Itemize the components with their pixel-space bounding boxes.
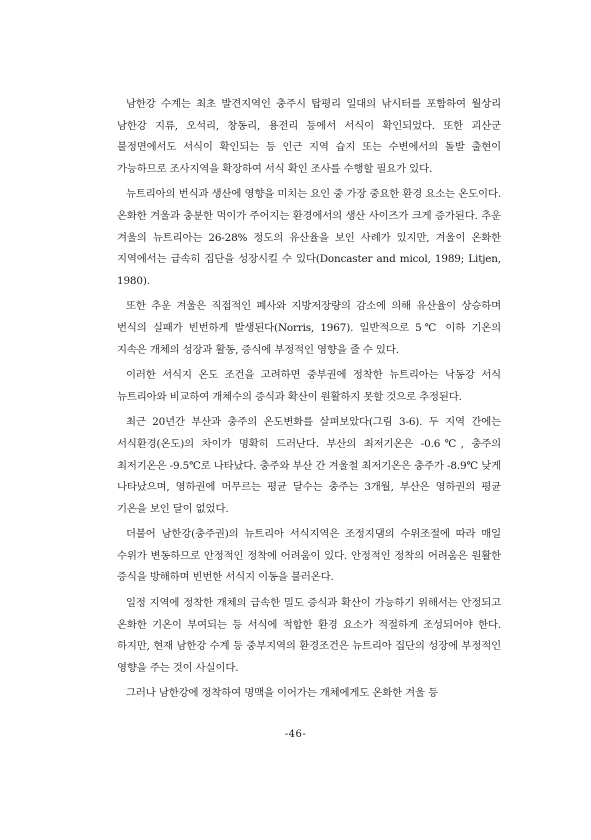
paragraph-7: 일정 지역에 정착한 개체의 급속한 밀도 증식과 확산이 가능하기 위해서는 안정되고 온화한 기온이 부여되는 등 서식에 적합한 환경 요소가 적절하게 조성되어야 한다. 하지만, 현재 남한강 수계 등 중부지역의 환경조건은 뉴트리아 집단의 성장에 부정적인 영향을 주는 것이 사실이다. — [117, 597, 501, 674]
paragraph-3: 또한 추운 겨울은 직접적인 폐사와 지방저장량의 감소에 의해 유산율이 상승하며 번식의 실패가 빈번하게 발생된다(Norris, 1967). 일반적으로 5℃ 이하 기온의 지속은 개체의 성장과 활동, 증식에 부정적인 영향을 줄 수 있다. — [117, 300, 501, 356]
page-number: -46- — [284, 729, 307, 740]
paragraph-4: 이러한 서식지 온도 조건을 고려하면 중부권에 정착한 뉴트리아는 낙동강 서식 뉴트리아와 비교하여 개체수의 증식과 확산이 원활하지 못할 것으로 추정된다. — [117, 369, 501, 403]
paragraph-8: 그러나 남한강에 정착하여 명맥을 이어가는 개체에게도 온화한 겨울 등 — [126, 687, 438, 700]
body-text — [117, 94, 501, 709]
paragraph-5: 최근 20년간 부산과 충주의 온도변화를 살펴보았다(그림 3-6). 두 지역 간에는 서식환경(온도)의 차이가 명확히 드러난다. 부산의 최저기온은 -0.6℃, 충주의 최저기온은 -9.5℃로 나타났다. 충주와 부산 간 겨울철 최저기온은 충주가 -8.9℃ 낮게 나타났으며, 영하권에 머무르는 평균 달수는 충주는 3개월, 부산은 영하권의 평균 기온을 보인 달이 없었다. — [117, 416, 501, 515]
paragraph-1: 남한강 수계는 최초 발견지역인 충주시 탑평리 일대의 낚시터를 포함하여 월상리 남한강 지류, 오석리, 창동리, 용전리 등에서 서식이 확인되었다. 또한 괴산군 불정면에서도 서식이 확인되는 등 인근 지역 습지 또는 수변에서의 돌발 출현이 가능하므로 조사지역을 확장하여 서식 확인 조사를 수행할 필요가 있다. — [117, 98, 501, 175]
paragraph-6: 더불어 남한강(충주권)의 뉴트리아 서식지역은 조정지댐의 수위조절에 따라 매일 수위가 변동하므로 안정적인 정착에 어려움이 있다. 안정적인 정착의 어려움은 원활한 증식을 방해하며 빈번한 서식지 이동을 불러온다. — [117, 528, 501, 584]
paragraph-2: 뉴트리아의 번식과 생산에 영향을 미치는 요인 중 가장 중요한 환경 요소는 온도이다. 온화한 겨울과 충분한 먹이가 주어지는 환경에서의 생산 사이즈가 크게 증가된다. 추운 겨울의 뉴트리아는 26-28% 정도의 유산율을 보인 사례가 있지만, 겨울이 온화한 지역에서는 급속히 집단을 성장시킬 수 있다(Doncaster and micol, 1989; Litjen, 1980). — [117, 188, 501, 287]
